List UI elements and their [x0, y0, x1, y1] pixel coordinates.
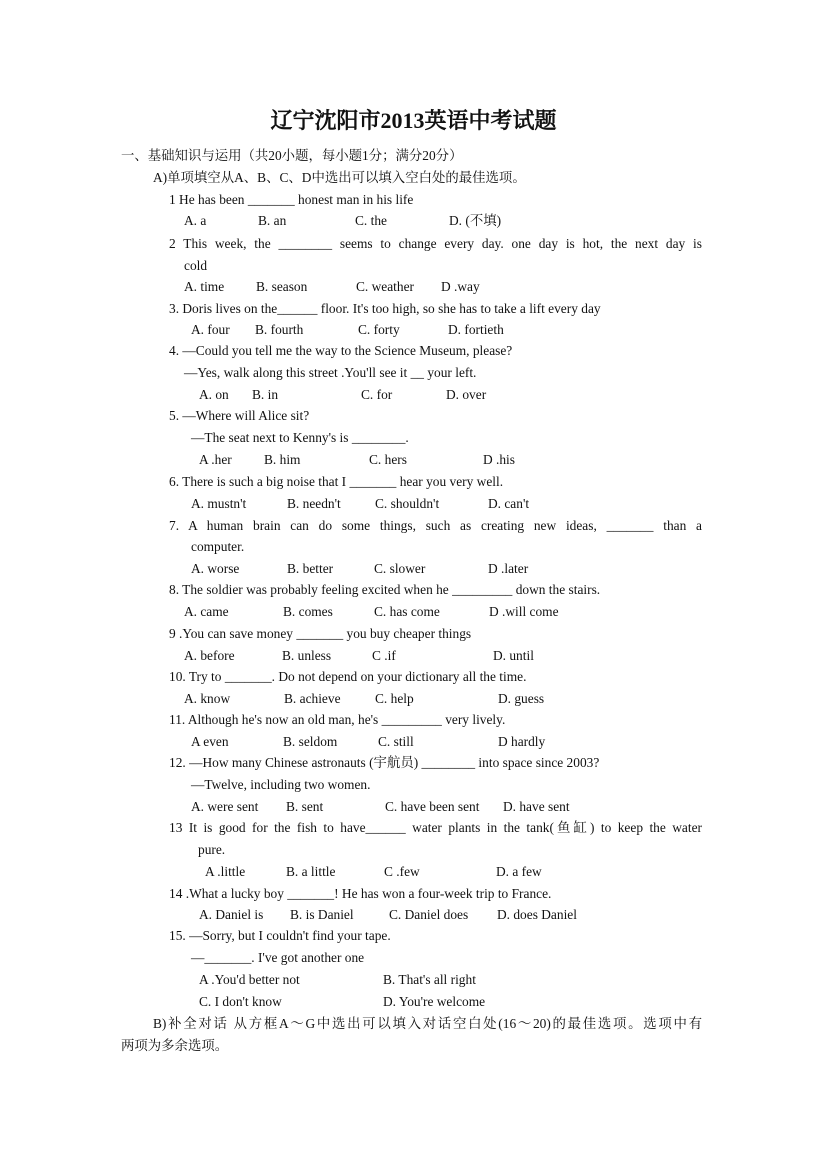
question-15-stem: 15. —Sorry, but I couldn't find your tape. — [169, 928, 391, 943]
question-15-option-d: D. You're welcome — [383, 994, 486, 1009]
question-2-option-a: A. time — [184, 279, 225, 294]
question-3-options — [0, 320, 827, 340]
question-13-options — [0, 862, 827, 882]
question-13-stem-cont: pure. — [198, 842, 226, 857]
section-heading: 一、基础知识与运用（共20小题，每小题1分；满分20分） — [121, 148, 463, 163]
question-9-options — [0, 646, 827, 666]
question-13-option-a: A .little — [205, 864, 246, 879]
question-14-options — [0, 905, 827, 925]
question-7-options — [0, 559, 827, 579]
question-6-option-c: C. shouldn't — [375, 496, 440, 511]
question-1-option-a: A. a — [184, 213, 207, 228]
question-8-stem: 8. The soldier was probably feeling excited when he _________ down the stairs. — [169, 582, 601, 597]
question-3-option-b: B. fourth — [255, 322, 304, 337]
question-4-option-b: B. in — [252, 387, 279, 402]
question-14-option-a: A. Daniel is — [199, 907, 264, 922]
question-12-option-c: C. have been sent — [385, 799, 480, 814]
question-15-options-row-2 — [0, 992, 827, 1012]
question-1-option-b: B. an — [258, 213, 287, 228]
question-1-options — [0, 211, 827, 231]
question-5-stem: 5. —Where will Alice sit? — [169, 408, 310, 423]
question-7-stem-cont: computer. — [191, 539, 245, 554]
question-13-option-b: B. a little — [286, 864, 336, 879]
question-12-option-a: A. were sent — [191, 799, 259, 814]
question-2-options — [0, 277, 827, 297]
question-4-option-c: C. for — [361, 387, 393, 402]
part-b-instruction-cont: 两项为多余选项。 — [121, 1038, 229, 1053]
question-9-option-c: C .if — [372, 648, 396, 663]
question-10-options — [0, 689, 827, 709]
question-10-option-c: C. help — [375, 691, 414, 706]
question-6-option-b: B. needn't — [287, 496, 341, 511]
question-12-options — [0, 797, 827, 817]
question-3-option-a: A. four — [191, 322, 230, 337]
question-6-stem: 6. There is such a big noise that I _______ hear you very well. — [169, 474, 504, 489]
question-11-option-c: C. still — [378, 734, 414, 749]
question-2-stem: 2 This week, the ________ seems to change every day. one day is hot, the next day is — [169, 236, 702, 251]
question-6-option-a: A. mustn't — [191, 496, 247, 511]
question-10-stem: 10. Try to _______. Do not depend on your dictionary all the time. — [169, 669, 527, 684]
question-7-option-b: B. better — [287, 561, 334, 576]
question-14-option-d: D. does Daniel — [497, 907, 577, 922]
question-8-option-c: C. has come — [374, 604, 440, 619]
part-b-instruction: B)补全对话 从方框A～G中选出可以填入对话空白处(16～20)的最佳选项。选项中有 — [153, 1016, 702, 1031]
question-5-option-c: C. hers — [369, 452, 407, 467]
question-4-stem: 4. —Could you tell me the way to the Science Museum, please? — [169, 343, 513, 358]
page-title: 辽宁沈阳市2013英语中考试题 — [270, 108, 557, 133]
question-6-options — [0, 494, 827, 514]
question-4-option-a: A. on — [199, 387, 229, 402]
question-1-option-c: C. the — [355, 213, 387, 228]
question-9-option-d: D. until — [493, 648, 534, 663]
question-12-stem-2: —Twelve, including two women. — [191, 777, 371, 792]
question-12-option-b: B. sent — [286, 799, 324, 814]
question-10-option-a: A. know — [184, 691, 231, 706]
question-5-option-a: A .her — [199, 452, 232, 467]
question-15-option-c: C. I don't know — [199, 994, 282, 1009]
question-9-option-a: A. before — [184, 648, 235, 663]
question-5-option-b: B. him — [264, 452, 301, 467]
question-2-option-c: C. weather — [356, 279, 415, 294]
part-a-instruction: A)单项填空从A、B、C、D中选出可以填入空白处的最佳选项。 — [153, 170, 526, 185]
question-14-option-c: C. Daniel does — [389, 907, 469, 922]
question-11-option-b: B. seldom — [283, 734, 338, 749]
question-7-option-d: D .later — [488, 561, 529, 576]
question-15-options-row-1 — [0, 970, 827, 990]
question-10-option-b: B. achieve — [284, 691, 341, 706]
question-8-options — [0, 602, 827, 622]
question-11-option-a: A even — [191, 734, 229, 749]
question-8-option-a: A. came — [184, 604, 229, 619]
question-13-option-d: D. a few — [496, 864, 542, 879]
question-5-stem-2: —The seat next to Kenny's is ________. — [191, 430, 409, 445]
question-6-option-d: D. can't — [488, 496, 530, 511]
question-11-stem: 11. Although he's now an old man, he's _________ very lively. — [169, 712, 506, 727]
question-15-stem-2: —_______. I've got another one — [191, 950, 365, 965]
question-9-stem: 9 .You can save money _______ you buy cheaper things — [169, 626, 472, 641]
question-8-option-b: B. comes — [283, 604, 333, 619]
question-2-stem-cont: cold — [184, 258, 208, 273]
question-7-option-c: C. slower — [374, 561, 426, 576]
question-9-option-b: B. unless — [282, 648, 332, 663]
question-15-option-a: A .You'd better not — [199, 972, 300, 987]
question-7-stem: 7. A human brain can do some things, such as creating new ideas, _______ than a — [169, 518, 702, 533]
question-7-option-a: A. worse — [191, 561, 240, 576]
question-12-stem: 12. —How many Chinese astronauts (宇航员) ________ into space since 2003? — [169, 755, 600, 770]
question-3-option-c: C. forty — [358, 322, 400, 337]
question-4-stem-2: —Yes, walk along this street .You'll see it __ your left. — [184, 365, 477, 380]
question-4-option-d: D. over — [446, 387, 487, 402]
question-4-options — [0, 385, 827, 405]
question-2-option-d: D .way — [441, 279, 480, 294]
question-1-stem: 1 He has been _______ honest man in his life — [169, 192, 414, 207]
question-2-option-b: B. season — [256, 279, 308, 294]
question-8-option-d: D .will come — [489, 604, 559, 619]
question-14-stem: 14 .What a lucky boy _______! He has won a four-week trip to France. — [169, 886, 552, 901]
question-3-stem: 3. Doris lives on the______ floor. It's too high, so she has to take a lift every day — [169, 301, 601, 316]
question-15-option-b: B. That's all right — [383, 972, 476, 987]
question-14-option-b: B. is Daniel — [290, 907, 354, 922]
question-13-option-c: C .few — [384, 864, 420, 879]
question-10-option-d: D. guess — [498, 691, 545, 706]
question-1-option-d: D. (不填) — [449, 213, 502, 228]
question-11-options — [0, 732, 827, 752]
question-5-option-d: D .his — [483, 452, 515, 467]
question-3-option-d: D. fortieth — [448, 322, 504, 337]
question-5-options — [0, 450, 827, 470]
question-12-option-d: D. have sent — [503, 799, 570, 814]
question-13-stem: 13 It is good for the fish to have______ water plants in the tank(鱼缸) to keep the water — [169, 820, 702, 835]
question-11-option-d: D hardly — [498, 734, 546, 749]
